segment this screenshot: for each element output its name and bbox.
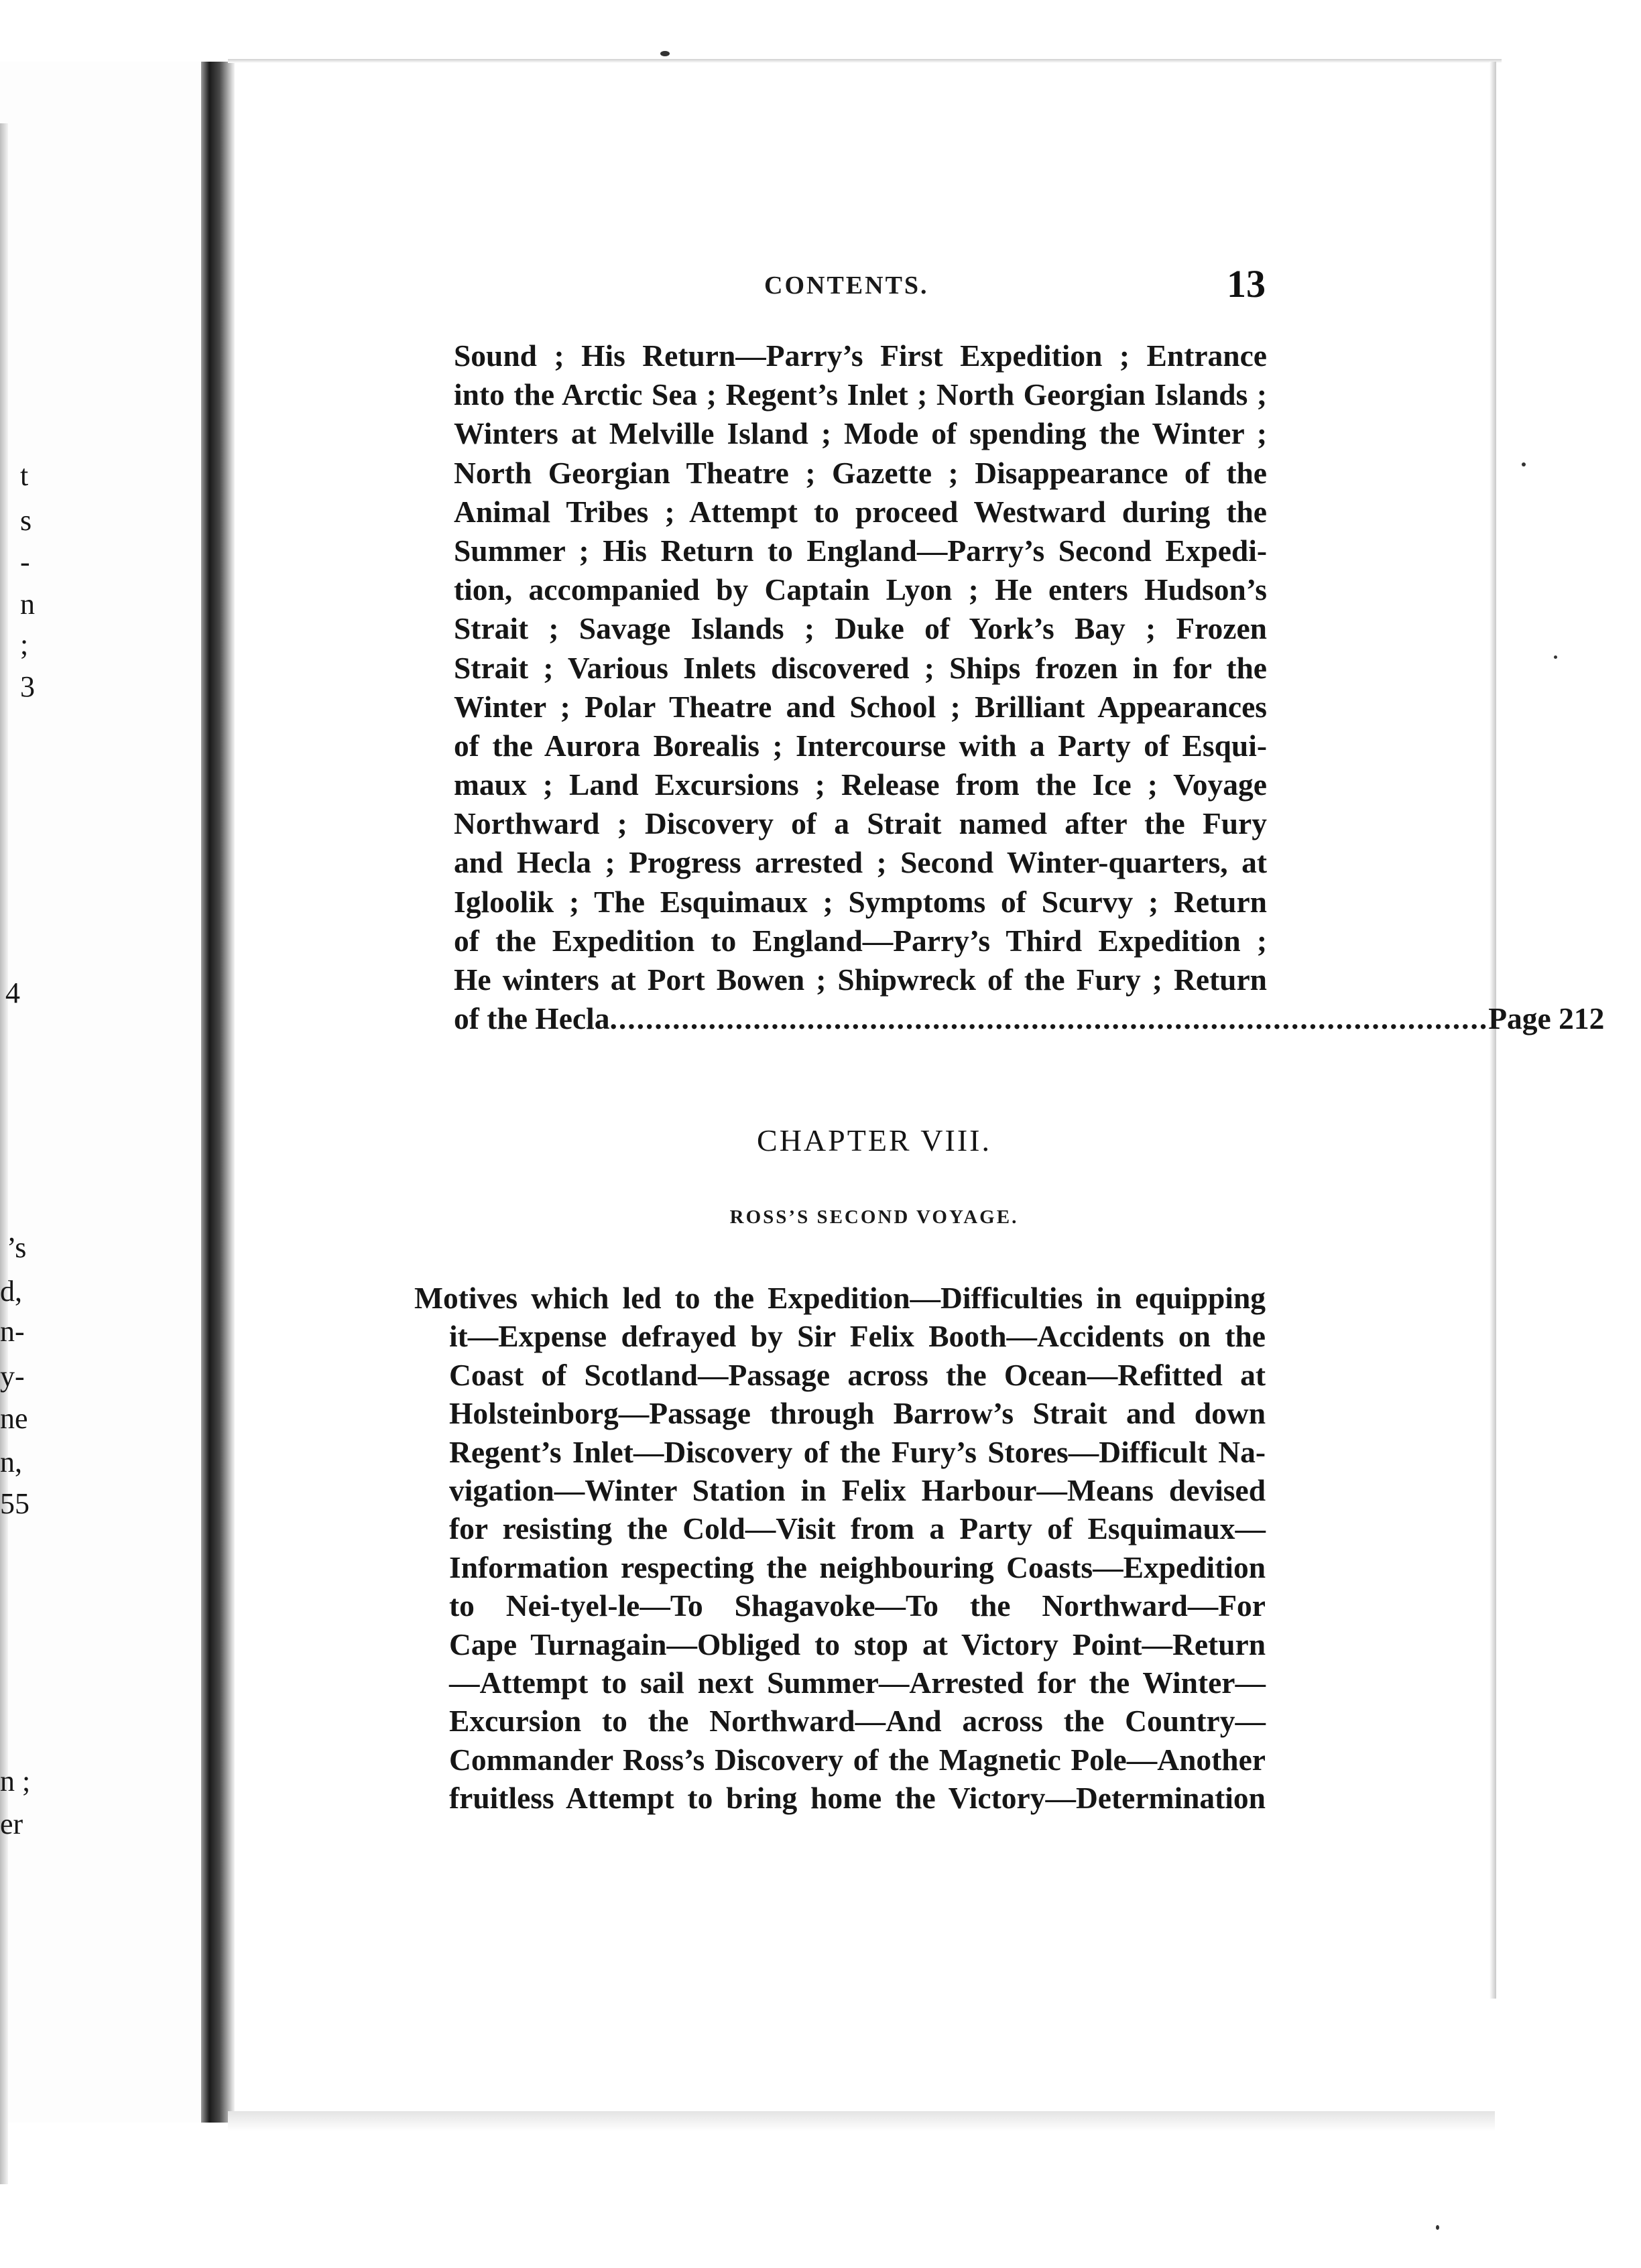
running-head: CONTENTS.	[764, 271, 929, 300]
summary-line: Commander Ross’s Discovery of the Magnetic Pole—Another	[449, 1742, 1266, 1777]
left-page-fragment: ;	[20, 628, 29, 661]
leader-text: of the Hecla	[454, 1001, 610, 1036]
left-page-fragment: y-	[0, 1360, 25, 1393]
summary-line: of the Expedition to England—Parry’s Third Expedition ;	[454, 923, 1267, 958]
left-page-fragment: n	[20, 588, 35, 621]
leader-dots: ..................................................................................................	[609, 1001, 1489, 1036]
left-page-fragment: 3	[20, 670, 35, 703]
left-page-fragment: d,	[0, 1275, 22, 1308]
summary-line: to Nei-tyel-le—To Shagavoke—To the Northward—For	[449, 1588, 1266, 1623]
summary-line: it—Expense defrayed by Sir Felix Booth—Accidents on the	[449, 1319, 1266, 1354]
chapter-heading-text: CHAPTER VIII.	[757, 1123, 991, 1157]
summary-line: —Attempt to sail next Summer—Arrested for the Winter—	[449, 1665, 1266, 1700]
summary-line: Cape Turnagain—Obliged to stop at Victory Point—Return	[449, 1627, 1266, 1661]
left-page-fragment: s	[20, 504, 32, 537]
left-page-fragment: -	[20, 546, 30, 578]
left-page-fragment: ne	[0, 1402, 28, 1435]
left-page-fragment: er	[0, 1808, 23, 1840]
chapter-heading	[0, 1123, 1641, 1158]
chapter-seven-summary	[454, 336, 1605, 1038]
scan-speck	[1436, 2225, 1439, 2230]
page-number: 13	[1227, 262, 1266, 306]
left-page-fragment: 55	[0, 1487, 29, 1520]
summary-line: Motives which led to the Expedition—Difficulties in equipping	[414, 1281, 1266, 1315]
scan-speck	[660, 51, 670, 56]
summary-line: Holsteinborg—Passage through Barrow’s Strait and down	[449, 1396, 1266, 1431]
left-page-fragment: 4	[5, 976, 20, 1009]
left-page-fragment: n ;	[0, 1765, 31, 1798]
summary-line: Winter ; Polar Theatre and School ; Brilliant Appearances	[454, 689, 1267, 724]
summary-line: Sound ; His Return—Parry’s First Expedition ; Entrance	[454, 338, 1267, 373]
page-bottom-shadow	[228, 2111, 1495, 2131]
left-page-fragment: ’s	[7, 1231, 27, 1264]
left-page-fragment: n,	[0, 1446, 22, 1478]
summary-line: North Georgian Theatre ; Gazette ; Disappearance of the	[454, 455, 1267, 490]
leader-page-reference: Page 212	[1488, 1001, 1605, 1036]
summary-line: Igloolik ; The Esquimaux ; Symptoms of Scurvy ; Return	[454, 884, 1267, 919]
summary-line: Animal Tribes ; Attempt to proceed Westward during the	[454, 494, 1267, 529]
summary-line: Regent’s Inlet—Discovery of the Fury’s Stores—Difficult Na-	[449, 1434, 1266, 1469]
summary-line: Coast of Scotland—Passage across the Ocean—Refitted at	[449, 1357, 1266, 1392]
summary-line: Information respecting the neighbouring Coasts—Expedition	[449, 1550, 1266, 1584]
left-page-fragment: t	[20, 459, 29, 492]
summary-line: vigation—Winter Station in Felix Harbour—Means devised	[449, 1472, 1266, 1507]
page-top-edge	[228, 59, 1502, 63]
summary-line: Northward ; Discovery of a Strait named after the Fury	[454, 806, 1267, 841]
chapter-subtitle-text: ROSS’S SECOND VOYAGE.	[729, 1206, 1019, 1228]
summary-line: maux ; Land Excursions ; Release from the Ice ; Voyage	[454, 767, 1267, 802]
chapter-eight-summary	[414, 1279, 1266, 1817]
summary-line: Excursion to the Northward—And across the Country—	[449, 1704, 1266, 1739]
summary-line: He winters at Port Bowen ; Shipwreck of the Fury ; Return	[454, 962, 1267, 997]
summary-line: Winters at Melville Island ; Mode of spending the Winter ;	[454, 416, 1267, 451]
summary-line: Strait ; Savage Islands ; Duke of York’s Bay ; Frozen	[454, 611, 1267, 646]
summary-line: for resisting the Cold—Visit from a Party of Esquimaux—	[449, 1511, 1266, 1546]
summary-line: Strait ; Various Inlets discovered ; Ships frozen in for the	[454, 650, 1267, 685]
summary-line: tion, accompanied by Captain Lyon ; He enters Hudson’s	[454, 572, 1267, 607]
leader-line	[454, 999, 1605, 1038]
summary-line: and Hecla ; Progress arrested ; Second Winter-quarters, at	[454, 845, 1267, 880]
chapter-subtitle	[0, 1206, 1641, 1228]
summary-line: into the Arctic Sea ; Regent’s Inlet ; North Georgian Islands ;	[454, 377, 1267, 412]
scan-speck	[1554, 655, 1557, 659]
summary-line: of the Aurora Borealis ; Intercourse with a Party of Esqui-	[454, 728, 1267, 763]
summary-line: fruitless Attempt to bring home the Victory—Determination	[449, 1781, 1266, 1816]
scan-speck	[1522, 462, 1526, 466]
left-page-fragment: n-	[0, 1315, 25, 1348]
left-facing-page	[0, 62, 201, 2123]
book-binding-gutter	[201, 62, 235, 2123]
summary-line: Summer ; His Return to England—Parry’s Second Expedi-	[454, 533, 1267, 568]
